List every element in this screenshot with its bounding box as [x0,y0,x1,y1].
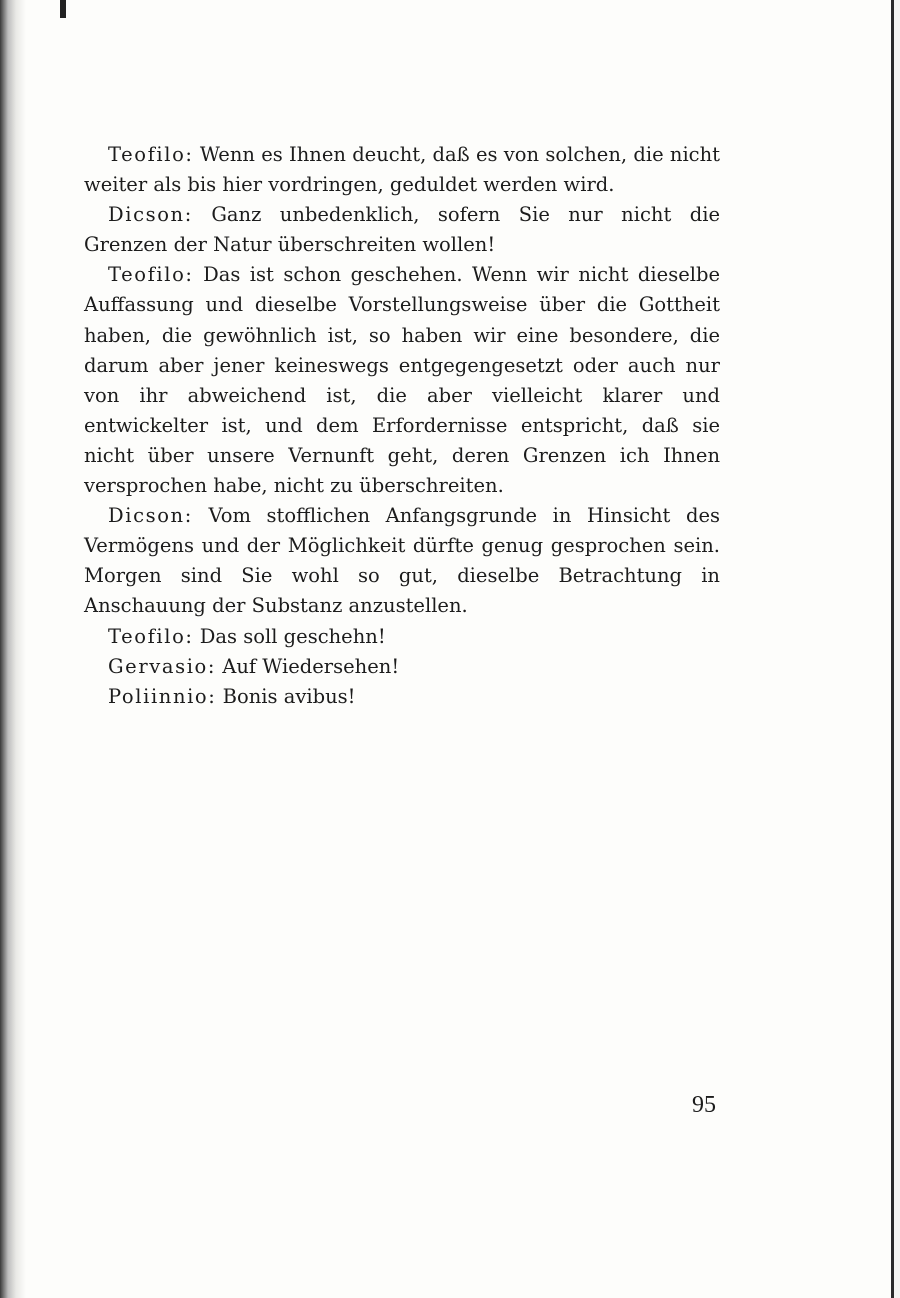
page-edge-margin [894,0,900,1298]
speaker-name: Dicson: [108,203,193,227]
speaker-name: Teofilo: [108,624,194,648]
speech-text: Ganz unbedenklich, sofern Sie nur nicht die Grenzen der Natur überschreiten wollen! [84,203,720,257]
page-edge-line [891,0,894,1298]
speaker-name: Gervasio: [108,654,217,678]
dialogue-text [84,140,720,712]
speech-text: Wenn es Ihnen deucht, daß es von solchen, die nicht weiter als bis hier vordringen, geduldet werden wird. [84,143,720,197]
dialogue-paragraph [84,501,720,621]
speech-text: Auf Wiedersehen! [222,654,400,678]
speech-text: Bonis avibus! [222,684,356,708]
speaker-name: Teofilo: [108,143,194,166]
binding-mark [60,0,66,18]
dialogue-paragraph [84,652,720,682]
dialogue-paragraph [84,622,720,652]
dialogue-paragraph [84,682,720,712]
speech-text: Das soll geschehn! [199,624,386,648]
binding-shadow [0,0,26,1298]
page-number: 95 [692,1092,716,1118]
speaker-name: Teofilo: [108,263,194,287]
speech-text: Vom stofflichen Anfangsgrunde in Hinsicht des Vermögens und der Möglichkeit dürfte genug gesprochen sein. Morgen sind Sie wohl so gut, dieselbe Betrachtung in Anschauung der Substanz anzustellen. [84,504,720,618]
speech-text: Das ist schon geschehen. Wenn wir nicht dieselbe Auffassung und dieselbe Vorstellungsweise über die Gottheit haben, die gewöhnlich ist, so haben wir eine besondere, die darum aber jener keineswegs entgegengesetzt oder auch nur von ihr abweichend ist, die aber vielleicht klarer und entwickelter ist, und dem Erfordernisse entspricht, daß sie nicht über unsere Vernunft geht, deren Grenzen ich Ihnen versprochen habe, nicht zu überschreiten. [84,263,720,498]
dialogue-paragraph [84,140,720,200]
dialogue-paragraph [84,200,720,260]
dialogue-paragraph [84,260,720,501]
speaker-name: Dicson: [108,504,193,528]
speaker-name: Poliinnio: [108,684,217,708]
